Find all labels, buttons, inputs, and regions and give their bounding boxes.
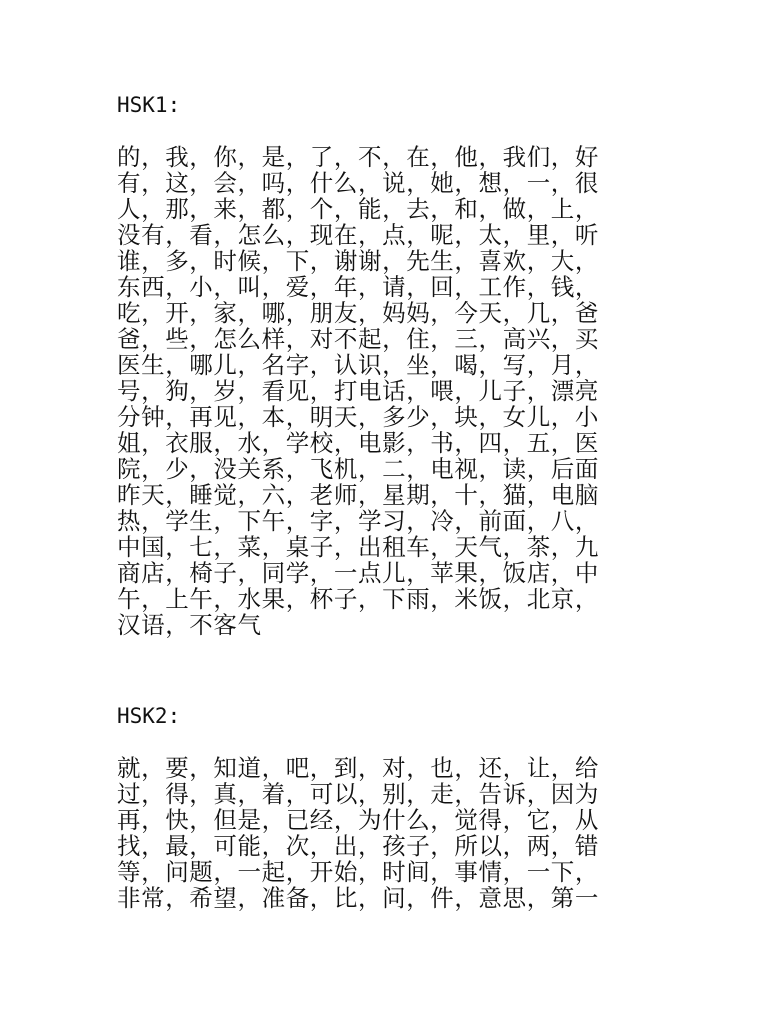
text-line: 没有，看，怎么，现在，点，呢，太，里，听 <box>117 221 599 249</box>
text-line: 找，最，可能，次，出，孩子，所以，两，错 <box>117 832 599 860</box>
text-line: 非常，希望，准备，比，问，件，意思，第一 <box>117 884 599 912</box>
section-heading-hsk1: HSK1: <box>117 93 181 117</box>
text-line: 吃，开，家，哪，朋友，妈妈，今天，几，爸 <box>117 299 599 327</box>
text-line: 再，快，但是，已经，为什么，觉得，它，从 <box>117 806 599 834</box>
text-line: 等，问题，一起，开始，时间，事情，一下， <box>117 858 599 886</box>
word-list-hsk2 <box>117 755 677 911</box>
text-line: 商店，椅子，同学，一点儿，苹果，饭店，中 <box>117 559 599 587</box>
text-line: 热，学生，下午，字，学习，冷，前面，八， <box>117 507 599 535</box>
text-line: 分钟，再见，本，明天，多少，块，女儿，小 <box>117 403 599 431</box>
section-heading-hsk2: HSK2: <box>117 704 181 728</box>
text-line: 的，我，你，是，了，不，在，他，我们，好 <box>117 143 599 171</box>
text-line: 人，那，来，都，个，能，去，和，做，上， <box>117 195 599 223</box>
text-line: 东西，小，叫，爱，年，请，回，工作，钱， <box>117 273 599 301</box>
text-line: 过，得，真，着，可以，别，走，告诉，因为 <box>117 780 599 808</box>
text-line: 就，要，知道，吧，到，对，也，还，让，给 <box>117 754 599 782</box>
text-line: 中国，七，菜，桌子，出租车，天气，茶，九 <box>117 533 599 561</box>
text-line: 有，这，会，吗，什么，说，她，想，一，很 <box>117 169 599 197</box>
text-line: 爸，些，怎么样，对不起，住，三，高兴，买 <box>117 325 599 353</box>
word-list-hsk1 <box>117 144 677 638</box>
text-line: 谁，多，时候，下，谢谢，先生，喜欢，大， <box>117 247 599 275</box>
text-line: 医生，哪儿，名字，认识，坐，喝，写，月， <box>117 351 599 379</box>
text-line: 昨天，睡觉，六，老师，星期，十，猫，电脑 <box>117 481 599 509</box>
text-line: 号，狗，岁，看见，打电话，喂，儿子，漂亮 <box>117 377 599 405</box>
text-line: 院，少，没关系，飞机，二，电视，读，后面 <box>117 455 599 483</box>
text-line: 午，上午，水果，杯子，下雨，米饭，北京， <box>117 585 599 613</box>
text-line: 汉语，不客气 <box>117 611 262 639</box>
text-line: 姐，衣服，水，学校，电影，书，四，五，医 <box>117 429 599 457</box>
